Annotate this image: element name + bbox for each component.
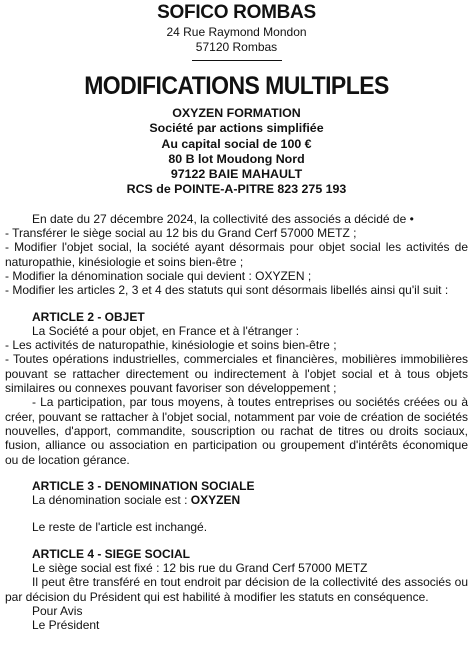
divider [192,60,282,61]
article-4-line: Il peut être transféré en tout endroit par décision de la collectivité des associés ou par décision du Président qui est habilité à modifier les statuts en conséquence. [5,575,468,604]
intro-item-transfer: - Transférer le siège social au 12 bis du Grand Cerf 57000 METZ ; [5,226,357,241]
intro-item-object: - Modifier l'objet social, la société ayant désormais pour objet social les activités de naturopathie, kinésiologie et soins bien-être ; [5,240,468,269]
entity-address-1: 80 B lot Moudong Nord [168,151,305,166]
article-2-heading: ARTICLE 2 - OBJET [32,309,145,324]
article-3-prefix: La dénomination sociale est : [32,493,191,508]
article-2-line: - La participation, par tous moyens, à toutes entreprises ou sociétés créées ou à créer, pouvant se rattacher à l'objet social, notamment par voie de création de sociétés nouvelles, d'apport, commandite, souscription ou rachat de titres ou droits sociaux, fusion, alliance ou association en participation ou groupement d'intérêts économique ou de location gérance. [5,395,468,467]
entity-name: OXYZEN FORMATION [172,106,301,120]
closing-line: Pour Avis [32,603,83,618]
article-3-line: Le reste de l'article est inchangé. [32,520,208,535]
entity-form: Société par actions simplifiée [149,121,324,136]
article-2-line: - Toutes opérations industrielles, commerciales et financières, mobilières immobilières pouvant se rattacher directement ou indirectement à l'objet social et à tous objets similaires ou connexes pouvant favoriser son développement ; [5,352,468,396]
entity-rcs: RCS de POINTE-A-PITRE 823 275 193 [126,182,347,197]
entity-block [5,106,468,198]
article-3-heading: ARTICLE 3 - DENOMINATION SOCIALE [32,478,255,493]
article-3-line [5,493,468,507]
publisher-address-line-2: 57120 Rombas [195,40,278,54]
publisher-address-line-1: 24 Rue Raymond Mondon [166,25,307,39]
notice-title: MODIFICATIONS MULTIPLES [84,72,389,100]
article-2-line: La Société a pour objet, en France et à l'étranger : [32,323,300,338]
article-3-value: OXYZEN [190,493,241,508]
legal-notice [0,1,473,664]
closing-line: Le Président [32,618,100,633]
notice-body [5,212,468,633]
article-2-line: - Les activités de naturopathie, kinésiologie et soins bien-être ; [5,338,337,353]
intro-item-articles: - Modifier les articles 2, 3 et 4 des statuts qui sont désormais libellés ainsi qu'il suit : [5,283,449,298]
article-4-heading: ARTICLE 4 - SIEGE SOCIAL [32,546,191,561]
intro-paragraph: En date du 27 décembre 2024, la collectivité des associés a décidé de • [32,211,414,226]
intro-item-name: - Modifier la dénomination sociale qui devient : OXYZEN ; [5,268,312,283]
publisher-name: SOFICO ROMBAS [157,2,316,23]
entity-address-2: 97122 BAIE MAHAULT [170,167,303,182]
entity-capital: Au capital social de 100 € [161,136,312,151]
article-4-line: Le siège social est fixé : 12 bis rue du Grand Cerf 57000 METZ [32,561,368,576]
